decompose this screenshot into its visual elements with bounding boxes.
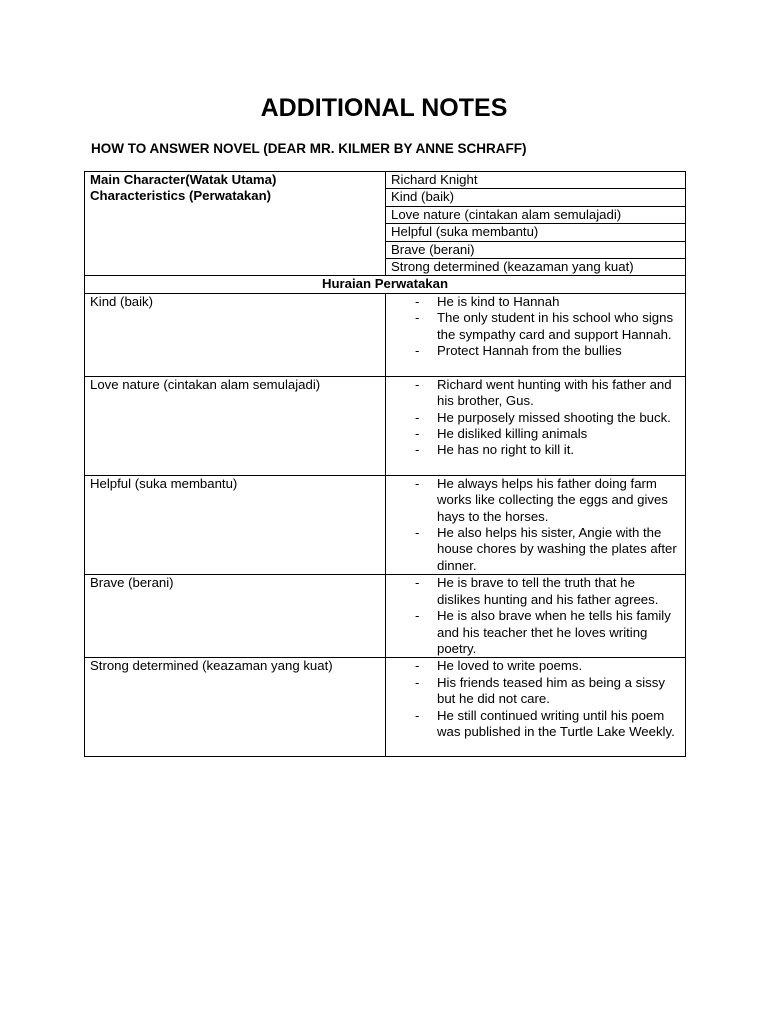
trait-points-cell [386, 575, 686, 658]
trait-points-cell [386, 293, 686, 376]
list-item [391, 377, 680, 410]
bullet-dash: - [415, 475, 420, 491]
point-text: His friends teased him as being a sissy but he did not care. [437, 674, 665, 707]
bullet-list [391, 377, 680, 459]
bullet-list [391, 575, 680, 657]
point-text: He still continued writing until his poem was published in the Turtle Lake Weekly. [437, 707, 675, 739]
list-item [391, 525, 680, 574]
document-title: ADDITIONAL NOTES [260, 94, 508, 122]
bullet-dash: - [415, 525, 420, 541]
bullet-dash: - [415, 674, 420, 690]
table-row [85, 575, 686, 658]
bullet-dash: - [415, 376, 420, 392]
bullet-dash: - [415, 343, 420, 359]
point-text: The only student in his school who signs the sympathy card and support Hannah. [437, 310, 674, 342]
trait-label: Kind (baik) [85, 293, 386, 376]
point-text: He is brave to tell the truth that he dislikes hunting and his father agrees. [437, 575, 659, 607]
bullet-dash: - [415, 310, 420, 326]
main-character-label: Main Character(Watak Utama) [90, 172, 277, 187]
point-text: He is kind to Hannah [437, 293, 560, 309]
bullet-list [391, 476, 680, 574]
characteristic-item: Kind (baik) [386, 189, 686, 206]
list-item [391, 658, 680, 674]
list-item [391, 310, 680, 343]
point-text: He is also brave when he tells his family and his teacher thet he loves writing poetry. [437, 608, 671, 656]
list-item [391, 410, 680, 426]
table-row [85, 172, 686, 189]
header-labels-cell [85, 172, 386, 276]
bullet-dash: - [415, 426, 420, 442]
bullet-dash: - [415, 293, 420, 309]
characteristic-item: Helpful (suka membantu) [386, 224, 686, 241]
list-item [391, 675, 680, 708]
table-row [85, 293, 686, 376]
point-text: Protect Hannah from the bullies [437, 343, 622, 359]
point-text: Richard went hunting with his father and his brother, Gus. [437, 376, 672, 409]
trait-label: Strong determined (keazaman yang kuat) [85, 658, 386, 757]
character-notes-table [84, 171, 686, 757]
list-item [391, 575, 680, 608]
document-subtitle: HOW TO ANSWER NOVEL (DEAR MR. KILMER BY ANNE SCHRAFF) [91, 141, 527, 156]
list-item [391, 608, 680, 657]
trait-label: Brave (berani) [85, 575, 386, 658]
point-text: He also helps his sister, Angie with the house chores by washing the plates after dinner. [437, 525, 677, 573]
point-text: He has no right to kill it. [437, 442, 575, 458]
point-text: He loved to write poems. [437, 658, 583, 674]
list-item [391, 708, 680, 741]
characteristics-label: Characteristics (Perwatakan) [90, 188, 272, 204]
bullet-dash: - [415, 575, 420, 591]
table-row [85, 658, 686, 757]
point-text: He disliked killing animals [437, 426, 588, 442]
bullet-dash: - [415, 608, 420, 624]
list-item [391, 426, 680, 442]
list-item [391, 476, 680, 525]
trait-points-cell [386, 658, 686, 757]
characteristic-item: Love nature (cintakan alam semulajadi) [386, 206, 686, 223]
list-item [391, 294, 680, 310]
bullet-list [391, 658, 680, 740]
list-item [391, 343, 680, 359]
characteristic-item: Strong determined (keazaman yang kuat) [386, 259, 686, 276]
table-row [85, 376, 686, 475]
table-row [85, 475, 686, 574]
section-heading: Huraian Perwatakan [85, 276, 686, 293]
bullet-dash: - [415, 658, 420, 674]
bullet-dash: - [415, 707, 420, 723]
trait-points-cell [386, 475, 686, 574]
trait-label: Love nature (cintakan alam semulajadi) [85, 376, 386, 475]
table-row [85, 276, 686, 293]
bullet-dash: - [415, 409, 420, 425]
point-text: He always helps his father doing farm works like collecting the eggs and gives hays to the horses. [437, 475, 668, 524]
main-character-value: Richard Knight [386, 172, 686, 189]
point-text: He purposely missed shooting the buck. [437, 409, 671, 425]
trait-points-cell [386, 376, 686, 475]
list-item [391, 442, 680, 458]
trait-label: Helpful (suka membantu) [85, 475, 386, 574]
bullet-dash: - [415, 442, 420, 458]
characteristic-item: Brave (berani) [386, 241, 686, 258]
bullet-list [391, 294, 680, 360]
